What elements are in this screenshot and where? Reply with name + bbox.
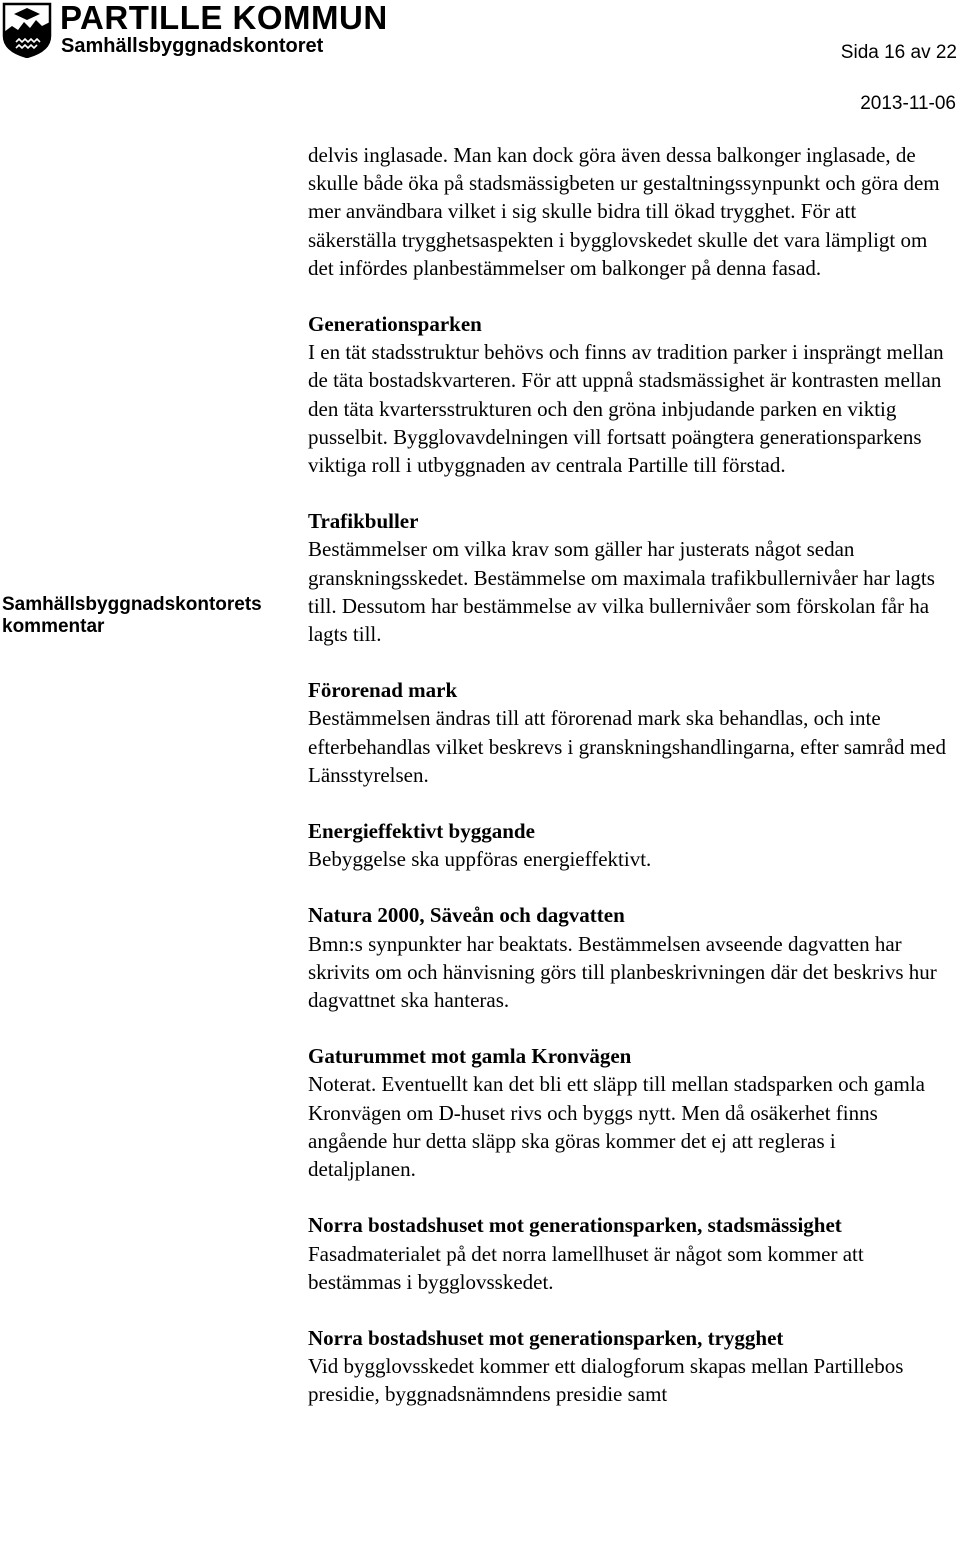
org-name: PARTILLE KOMMUN: [60, 0, 388, 36]
page-number: Sida 16 av 22: [840, 42, 957, 63]
department-name: Samhällsbyggnadskontoret: [61, 35, 324, 57]
section-body: Vid bygglovsskedet kommer ett dialogforum skapas mellan Partillebos presidie, byggnadsnämndens presidie samt: [308, 1354, 904, 1407]
intro-paragraph: delvis inglasade. Man kan dock göra även dessa balkonger inglasade, de skulle både öka på stadsmässigbeten ur gestaltningssynpunkt och göra dem mer användbara vilket i sig skulle bidra till ökad trygghet. För att säkerställa trygghetsaspekten i bygglovskedet skulle det vara lämpligt om det infördes planbestämmelser om balkonger på denna fasad.: [308, 143, 940, 280]
section-body: Bebyggelse ska uppföras energieffektivt.: [308, 847, 652, 872]
section-heading: Energieffektivt byggande: [308, 819, 535, 844]
section-body: Fasadmaterialet på det norra lamellhuset är något som kommer att bestämmas i bygglovsskedet.: [308, 1241, 864, 1294]
section-heading: Norra bostadshuset mot generationsparken, stadsmässighet: [308, 1213, 842, 1238]
document-date: 2013-11-06: [860, 93, 956, 114]
section-heading: Trafikbuller: [308, 509, 419, 534]
section-body: Bmn:s synpunkter har beaktats. Bestämmelsen avseende dagvatten har skrivits om och hänvisning görs till planbeskrivningen där det beskrivs hur dagvattnet ska hanteras.: [308, 931, 937, 1013]
section-body: Bestämmelser om vilka krav som gäller har justerats något sedan granskningsskedet. Bestämmelse om maximala trafikbullernivåer har lagts till. Dessutom har bestämmelse av vilka bullernivåer som förskolan får ha lagts till.: [308, 537, 935, 647]
section-heading: Norra bostadshuset mot generationsparken, trygghet: [308, 1325, 784, 1350]
section-body: Noterat. Eventuellt kan det bli ett släpp till mellan stadsparken och gamla Kronvägen om D-huset rivs och byggs nytt. Men då osäkerhet finns angående hur detta släpp ska göras kommer det ej att regleras i detaljplanen.: [308, 1072, 925, 1182]
section-heading: Gaturummet mot gamla Kronvägen: [308, 1044, 632, 1069]
section-body: I en tät stadsstruktur behövs och finns av tradition parker i insprängt mellan de täta bostadskvarteren. För att uppnå stadsmässighet är kontrasten mellan den täta kvartersstrukturen och den gröna inbjudande parken en viktig pusselbit. Bygglovavdelningen vill fortsatt poängtera generationsparkens viktiga roll i utbyggnaden av centrala Partille till förstad.: [308, 340, 944, 478]
document-body: [308, 141, 948, 1409]
sidebar-comment-label: Samhällsbyggnadskontorets kommentar: [2, 594, 262, 637]
municipal-coat-of-arms-icon: [2, 2, 52, 58]
section-body: Bestämmelsen ändras till att förorenad mark ska behandlas, och inte efterbehandlas vilket beskrevs i granskningshandlingarna, efter samråd med Länsstyrelsen.: [308, 706, 946, 787]
section-heading: Förorenad mark: [308, 678, 458, 703]
section-heading: Natura 2000, Säveån och dagvatten: [308, 903, 625, 928]
section-heading: Generationsparken: [308, 312, 482, 337]
header-logo: [0, 0, 400, 60]
